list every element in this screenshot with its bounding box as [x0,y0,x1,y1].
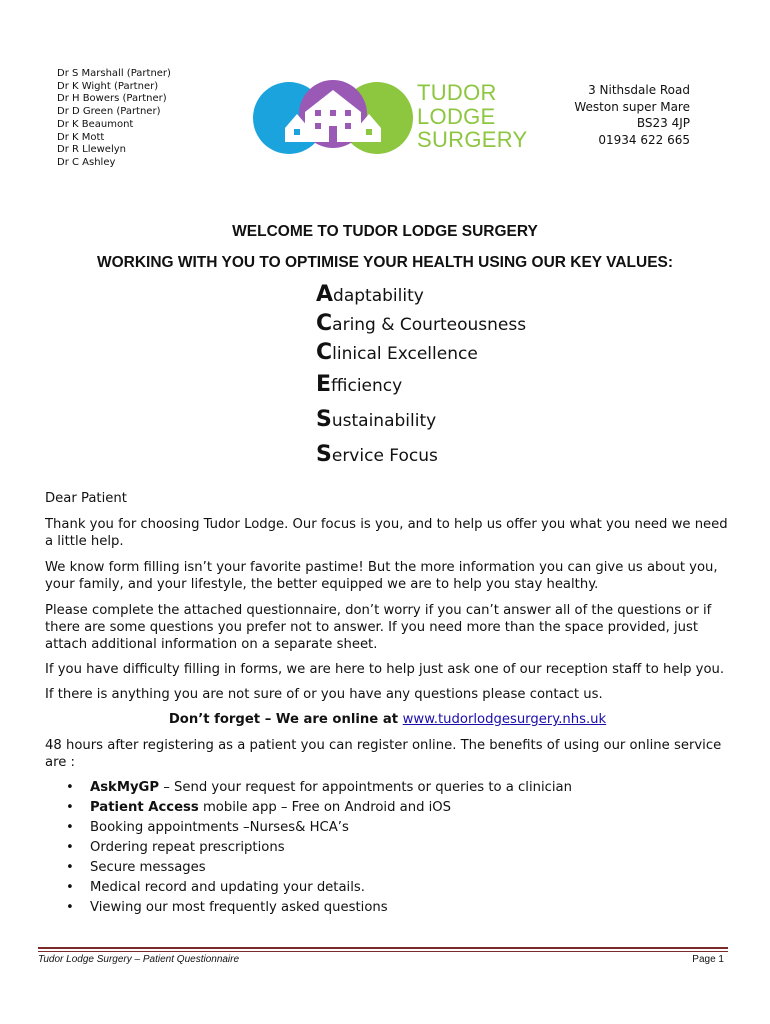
letter-paragraph-5: If there is anything you are not sure of or you have any questions please contact us. [45,687,603,702]
surgery-address [574,82,690,148]
value-rest: ervice Focus [331,446,438,466]
value-initial: C [316,311,333,336]
welcome-title: WELCOME TO TUDOR LODGE SURGERY [232,223,538,240]
address-town: Weston super Mare [574,99,690,114]
doctor-name: Dr R Llewelyn [57,144,126,156]
bullet-icon: • [66,780,74,795]
footer-document-title: Tudor Lodge Surgery – Patient Questionnaire [38,954,240,965]
bullet-icon: • [66,840,74,855]
list-item: • Viewing our most frequently asked questions [66,898,572,918]
bullet-icon: • [66,800,74,815]
online-prefix: Don’t forget – We are online at [168,712,403,727]
value-efficiency [316,372,402,397]
list-item: • Booking appointments –Nurses& HCA’s [66,818,572,838]
doctor-name: Dr K Wight (Partner) [57,80,159,92]
bullet-icon: • [66,860,74,875]
letter-greeting: Dear Patient [45,491,127,506]
footer-page-number: Page 1 [692,954,724,965]
value-initial: A [316,282,334,307]
list-item: • Medical record and updating your details. [66,878,572,898]
value-rest: daptability [333,286,424,306]
logo-line-surgery: SURGERY [417,127,528,152]
footer-rule [38,947,728,949]
value-clinical-excellence [316,340,478,365]
value-caring [316,311,526,336]
bullet-icon: • [66,820,74,835]
doctors-list [57,68,171,170]
value-rest: aring & Courteousness [332,315,527,335]
key-values-heading: WORKING WITH YOU TO OPTIMISE YOUR HEALTH USING OUR KEY VALUES: [96,254,674,271]
value-initial: E [316,372,332,397]
doctor-name: Dr C Ashley [57,156,116,168]
address-phone: 01934 622 665 [598,132,690,147]
value-rest: ustainability [331,411,437,431]
value-sustainability [316,407,436,432]
value-initial: S [316,442,332,467]
list-item: • Patient Access mobile app – Free on Android and iOS [66,798,572,818]
letter-paragraph-1: Thank you for choosing Tudor Lodge. Our focus is you, and to help us offer you what you need we need a little help. [45,517,728,549]
value-adaptability [316,282,424,307]
houses-logo-icon [253,76,413,160]
doctor-name: Dr K Mott [57,131,105,143]
footer-rule-thin [38,951,728,952]
doctor-name: Dr K Beaumont [57,118,134,130]
bullet-icon: • [66,900,74,915]
list-item: • Ordering repeat prescriptions [66,838,572,858]
logo-wordmark [417,81,528,152]
address-street: 3 Nithsdale Road [588,83,690,97]
letter-paragraph-3: Please complete the attached questionnaire, don’t worry if you can’t answer all of the questions or if there are some questions you prefer not to answer. If you need more than the space provided, just attach additional information on a separate sheet. [45,603,712,652]
address-postcode: BS23 4JP [636,116,690,130]
bullet-icon: • [66,880,74,895]
website-link[interactable]: www.tudorlodgesurgery.nhs.uk [402,712,607,727]
benefits-list [66,778,572,918]
online-line [45,711,730,728]
surgery-logo [253,76,528,160]
letter-paragraph-4: If you have difficulty filling in forms, we are here to help just ask one of our reception staff to help you. [45,662,725,677]
logo-line-lodge: LODGE [417,103,496,129]
doctor-name: Dr D Green (Partner) [57,106,161,118]
list-item: • Secure messages [66,858,572,878]
letter-paragraph-2: We know form filling isn’t your favorite pastime! But the more information you can give us about you, your family, and your lifestyle, the better equipped we are to help you stay healthy. [45,560,718,592]
doctor-name: Dr S Marshall (Partner) [57,68,171,79]
value-service-focus [316,442,438,467]
doctor-name: Dr H Bowers (Partner) [57,93,167,105]
value-rest: fficiency [331,376,403,396]
value-rest: linical Excellence [332,344,478,364]
letter-paragraph-6: 48 hours after registering as a patient you can register online. The benefits of using our online service are : [45,738,722,770]
value-initial: S [316,407,332,432]
list-item: • AskMyGP – Send your request for appointments or queries to a clinician [66,778,572,798]
logo-line-tudor: TUDOR [417,80,497,105]
value-initial: C [316,340,333,365]
